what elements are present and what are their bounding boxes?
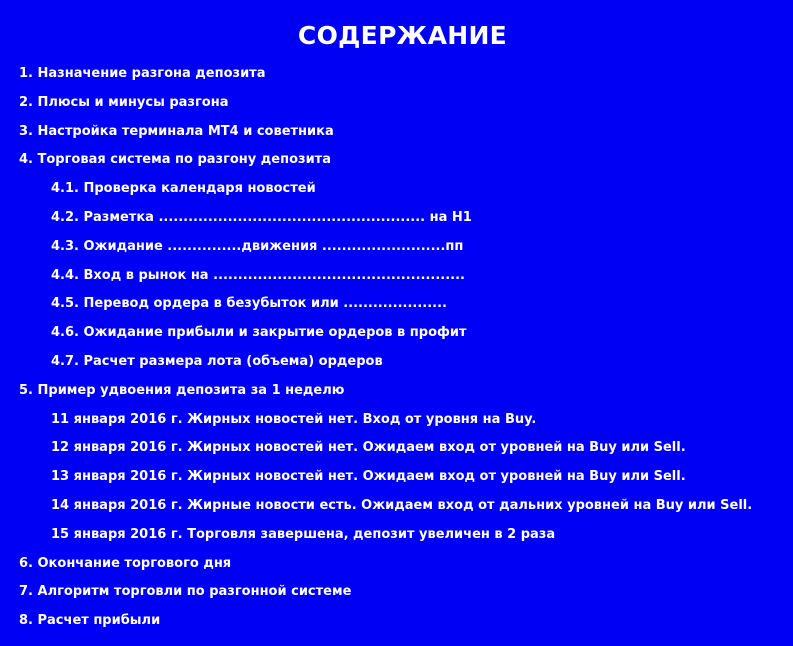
toc-subitem: 4.2. Разметка ...................................................... на H1 [51, 209, 472, 225]
toc-item: 6. Окончание торгового дня [19, 555, 232, 571]
toc-subitem: 4.7. Расчет размера лота (объема) ордеров [51, 353, 383, 369]
toc-subitem: 11 января 2016 г. Жирных новостей нет. Вход от уровня на Buy. [51, 411, 537, 427]
toc-subitem: 4.1. Проверка календаря новостей [51, 181, 316, 197]
toc-subitem: 4.3. Ожидание ...............движения .........................пп [51, 238, 464, 254]
toc-item: 5. Пример удвоения депозита за 1 неделю [19, 382, 345, 398]
toc-subitem: 4.6. Ожидание прибыли и закрытие ордеров в профит [51, 325, 467, 341]
toc-item: 8. Расчет прибыли [19, 613, 161, 629]
toc-subitem: 4.5. Перевод ордера в безубыток или ..................... [51, 296, 447, 312]
toc-item: 4. Торговая система по разгону депозита [19, 152, 331, 168]
toc-list [0, 60, 793, 636]
toc-subitem: 14 января 2016 г. Жирные новости есть. Ожидаем вход от дальних уровней на Buy или Sell. [51, 497, 753, 513]
toc-subitem: 15 января 2016 г. Торговля завершена, депозит увеличен в 2 раза [51, 526, 556, 542]
toc-item: 3. Настройка терминала МТ4 и советника [19, 123, 334, 139]
toc-subitem: 13 января 2016 г. Жирных новостей нет. Ожидаем вход от уровней на Buy или Sell. [51, 469, 686, 485]
toc-subitem: 4.4. Вход в рынок на ................................................... [51, 267, 465, 283]
toc-item: 7. Алгоритм торговли по разгонной системе [19, 584, 352, 600]
toc-item: 2. Плюсы и минусы разгона [19, 94, 229, 110]
page-title: СОДЕРЖАНИЕ [297, 21, 508, 50]
toc-item: 1. Назначение разгона депозита [19, 66, 266, 81]
toc-subitem: 12 января 2016 г. Жирных новостей нет. Ожидаем вход от уровней на Buy или Sell. [51, 440, 686, 456]
